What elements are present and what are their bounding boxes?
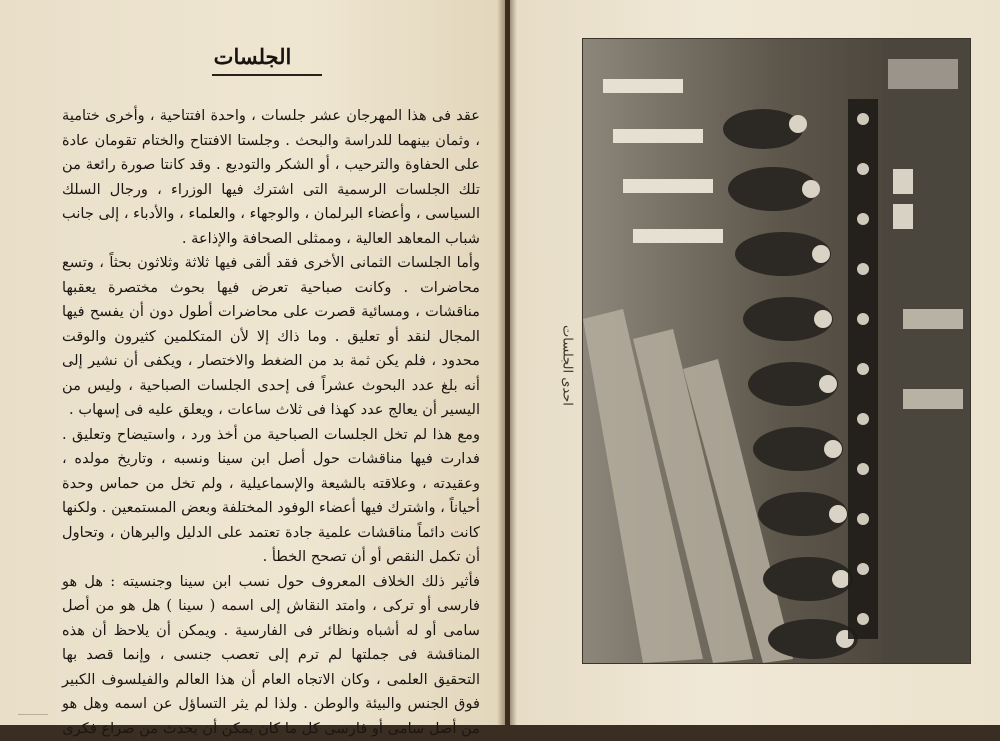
photo-caption: احدى الجلسات — [552, 320, 582, 410]
session-photo — [582, 38, 971, 664]
page-heading: الجلسات — [0, 44, 505, 69]
paragraph-3: ومع هذا لم تخل الجلسات الصباحية من أخذ ورد ، واستيضاح وتعليق . فدارت فيها مناقشات حول أصل ابن سينا ونسبه ، وتاريخ مولده ، وعقيدته ، وعلاقته بالشيعة والإسماعيلية ، ولم تخل من حماس وحدة أحياناً ، واشترك فيها أعضاء الوفود المختلفة وبعض المستمعين . ولكنها كانت دائماً مناقشات علمية جادة تعتمد على الدليل والبرهان ، وتحاول أن تكمل النقص أو أن تصحح الخطأ . — [62, 423, 480, 570]
page-edge-mark — [18, 714, 48, 725]
session-photo-image — [583, 39, 970, 663]
left-page — [0, 0, 505, 725]
paragraph-1: عقد فى هذا المهرجان عشر جلسات ، واحدة افتتاحية ، وأخرى ختامية ، وثمان بينهما للدراسة والبحث . وجلستا الافتتاح والختام تقومان عادة على الحفاوة والترحيب ، أو الشكر والتوديع . وقد كانتا صورة رائعة من تلك الجلسات الرسمية التى اشترك فيها الوزراء ، ورجال السلك السياسى ، وأعضاء البرلمان ، والوجهاء ، والعلماء ، والأدباء ، إلى جانب شباب المعاهد العالية ، وممثلى الصحافة والإذاعة . — [62, 104, 480, 251]
heading-underline — [212, 74, 322, 76]
body-text — [62, 104, 480, 741]
paragraph-2: وأما الجلسات الثمانى الأخرى فقد ألقى فيها ثلاثة وثلاثون بحثاً ، وتسع محاضرات . وكانت صباحية تعرض فيها بحوث مختصرة يعقبها مناقشات ، ومسائية قصرت على محاضرات أطول دون أن يفسح فيها المجال لنقد أو تعليق . وما ذاك إلا لأن المتكلمين كثيرون والوقت محدود ، فلم يكن ثمة بد من الضغط والاختصار ، ويكفى أن نشير إلى أنه بلغ عدد البحوث عشراً فى إحدى الجلسات الصباحية ، وليس من اليسير أن يعالج عدد كهذا فى ثلاث ساعات ، ويعلق عليه فى إسهاب . — [62, 251, 480, 423]
paragraph-4: فأثير ذلك الخلاف المعروف حول نسب ابن سينا وجنسيته : هل هو فارسى أو تركى ، وامتد النقاش إلى اسمه ( سينا ) هل هو من أصل سامى أو له أشباه ونظائر فى الفارسية . ويمكن أن يلاحظ أن هذه المناقشة فى جملتها لم ترم إلى تعصب جنسى ، وإنما قصد بها التحقيق العلمى ، وكان الاتجاه العام أن هذا العالم والفيلسوف الكبير فوق الجنس والبيئة والوطن . ولذا لم يثر التساؤل عن اسمه وهل هو من أصل سامى أو فارسى كل ما كان يمكن أن يحدث من صراع فكرى — [62, 570, 480, 741]
book-gutter — [497, 0, 517, 725]
